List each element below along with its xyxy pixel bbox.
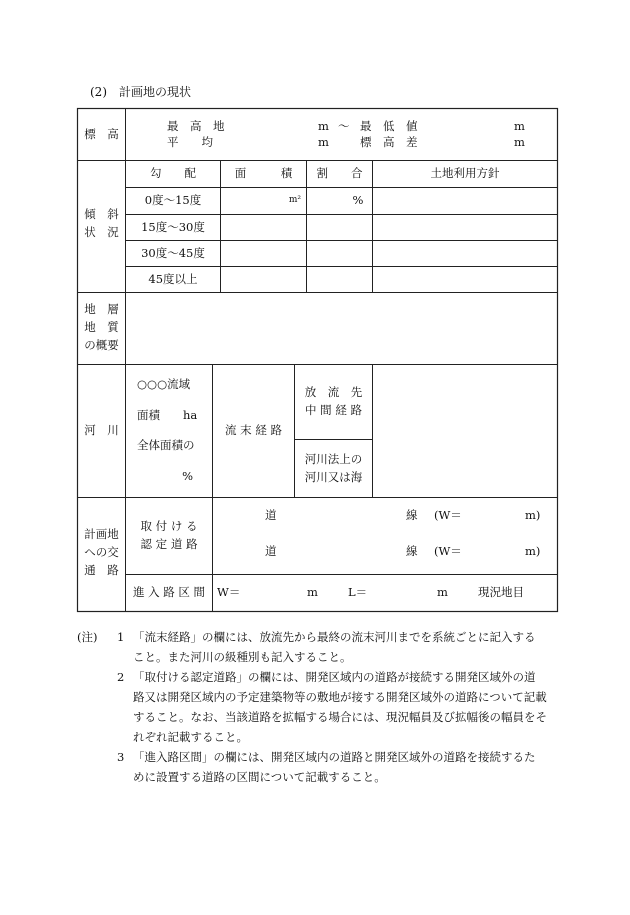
note-1-line1: 「流末経路」の欄には、放流先から最終の流末河川までを系統ごとに記入する (133, 630, 536, 644)
elevation-label: 標 高 (84, 126, 119, 141)
note-item-1 (77, 627, 567, 667)
river-label: 河 川 (84, 423, 119, 438)
slope-header-ratio: 割 合 (316, 166, 363, 181)
road-2-road-word: 道 (265, 544, 277, 559)
average-elevation-unit: m (318, 135, 329, 150)
basin-total-area: 全体面積の (137, 438, 195, 453)
note-3-line2: めに設置する道路の区間について記載すること。 (133, 770, 386, 784)
note-number: 2 (117, 670, 125, 684)
slope-header-area: 面 積 (234, 166, 293, 181)
discharge-line2: 中 間 経 路 (305, 403, 362, 417)
approach-width-unit: m (307, 585, 318, 600)
note-item-3 (77, 747, 567, 787)
basin-percent: % (182, 469, 193, 484)
slope-row-30-45: 30度〜45度 (141, 245, 205, 260)
approach-length-label: L＝ (348, 585, 368, 600)
river-basin-info (137, 376, 209, 486)
max-elevation-label: 最 高 地 (167, 119, 225, 134)
slope-header-gradient: 勾 配 (150, 166, 196, 181)
certified-road-label (126, 498, 212, 574)
slope-condition-label (78, 196, 125, 252)
access-label-line3: 通 路 (84, 562, 119, 577)
final-river-line1: 河川法上の (304, 451, 363, 466)
elevation-difference-unit: m (514, 135, 525, 150)
road-1-road-word: 道 (265, 508, 277, 523)
basin-area: 面積 ha (137, 407, 198, 422)
current-land-category-label: 現況地目 (478, 585, 524, 600)
note-1-line2: こと。また河川の級種別も記入すること。 (133, 650, 352, 664)
road-1-width-label: (W＝ (434, 508, 462, 523)
slope-row-15-30: 15度〜30度 (141, 219, 205, 234)
discharge-line1: 放 流 先 (304, 385, 363, 400)
notes-label: (注) (77, 630, 98, 644)
min-elevation-unit: m (514, 119, 525, 134)
range-tilde: 〜 (338, 119, 350, 134)
area-unit: m² (288, 195, 301, 206)
slope-row-45-plus: 45度以上 (148, 271, 198, 286)
final-river-line2: 河川又は海 (304, 469, 363, 484)
road-2-line-word: 線 (406, 544, 418, 559)
river-route-label: 流 末 経 路 (225, 423, 282, 438)
note-number: 3 (117, 750, 125, 764)
min-elevation-label: 最 低 値 (360, 119, 418, 134)
note-2-line1: 「取付ける認定道路」の欄には、開発区域内の道路が接続する開発区域外の道 (133, 670, 536, 684)
elevation-difference-label: 標 高 差 (360, 135, 418, 150)
geology-label-line1: 地 層 (84, 302, 119, 317)
approach-road-label: 進 入 路 区 間 (132, 585, 206, 600)
max-elevation-unit: m (318, 119, 329, 134)
notes-section (77, 627, 567, 787)
certified-line2: 認 定 道 路 (140, 537, 198, 551)
certified-line1: 取 付 け る (140, 519, 198, 534)
approach-width-label: W＝ (217, 585, 241, 600)
note-item-2 (77, 667, 567, 747)
road-1-width-unit: m) (525, 508, 541, 523)
discharge-destination-label (295, 365, 372, 439)
approach-length-unit: m (437, 585, 448, 600)
slope-header-land-use: 土地利用方針 (430, 166, 500, 181)
slope-label-line2: 状 況 (84, 225, 119, 239)
note-3-line1: 「進入路区間」の欄には、開発区域内の道路と開発区域外の道路を接続するた (133, 750, 536, 764)
geology-label (78, 300, 125, 356)
final-river-label (295, 440, 372, 497)
note-2-line3: すること。なお、当該道路を拡幅する場合には、現況幅員及び拡幅後の幅員をそ (133, 710, 547, 724)
note-2-line2: 路又は開発区域内の予定建築物等の敷地が接する開発区域外の道路について記載 (133, 690, 547, 704)
road-2-width-unit: m) (525, 544, 541, 559)
geology-label-line3: の概要 (84, 337, 119, 352)
note-number: 1 (117, 630, 125, 644)
access-label-line1: 計画地 (84, 527, 119, 542)
basin-name: ○○○流域 (137, 377, 191, 391)
slope-label-line1: 傾 斜 (84, 207, 119, 222)
average-elevation-label: 平 均 (167, 135, 213, 150)
percent-unit: % (352, 193, 364, 208)
section-title: (2) 計画地の現状 (90, 85, 191, 99)
geology-label-line2: 地 質 (84, 320, 119, 335)
access-label-line2: への交 (84, 545, 119, 560)
road-2-width-label: (W＝ (434, 544, 462, 559)
slope-row-0-15: 0度〜15度 (144, 193, 202, 208)
road-1-line-word: 線 (406, 508, 418, 523)
note-2-line4: れぞれ記載すること。 (133, 730, 248, 744)
access-road-label (78, 520, 125, 586)
